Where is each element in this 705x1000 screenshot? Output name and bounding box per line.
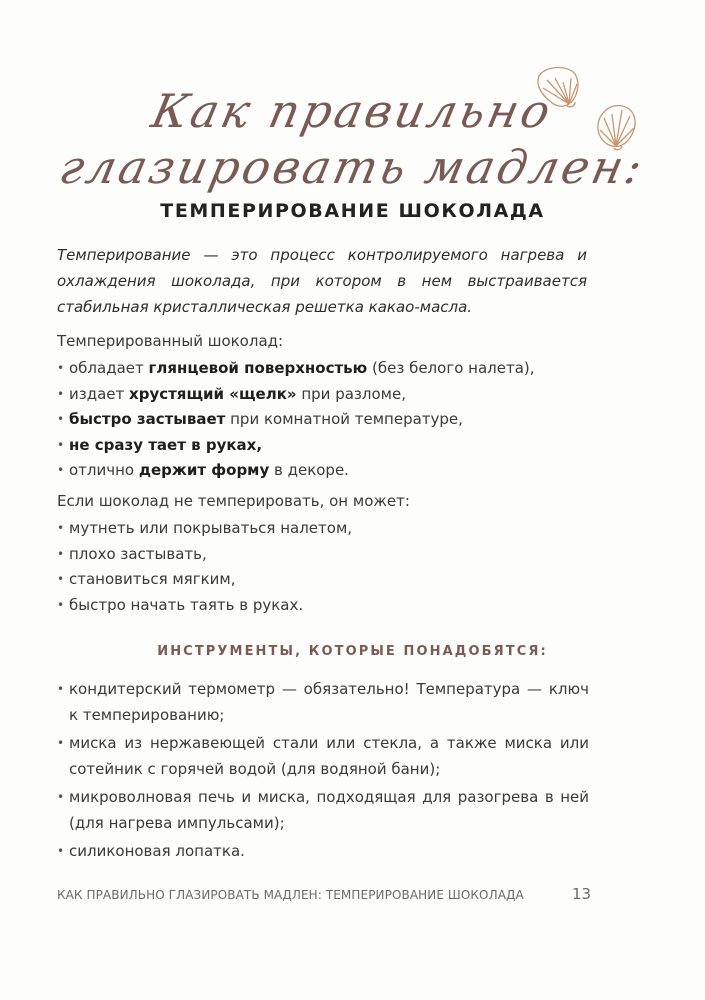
list-item: • кондитерский термометр — обязательно! Температура — ключ к темперированию; [57, 676, 589, 728]
page-title-line-1: Как правильно [147, 84, 558, 138]
list-item: • быстро начать таять в руках. [57, 593, 589, 619]
page-subtitle: ТЕМПЕРИРОВАНИЕ ШОКОЛАДА [160, 200, 545, 222]
running-footer: КАК ПРАВИЛЬНО ГЛАЗИРОВАТЬ МАДЛЕН: ТЕМПЕРИРОВАНИЕ ШОКОЛАДА [57, 888, 524, 902]
list-item: • не сразу тает в руках, [57, 433, 589, 459]
list-item: • отлично держит форму в декоре. [57, 458, 589, 484]
untempered-risks-list [57, 516, 589, 618]
intro-paragraph: Темперирование — это процесс контролируемого нагрева и охлаждения шоколада, при котором в нем выстраивается стабильная кристаллическая решетка какао-масла. [57, 246, 587, 316]
tools-heading: ИНСТРУМЕНТЫ, КОТОРЫЕ ПОНАДОБЯТСЯ: [157, 644, 548, 659]
list-item: • становиться мягким, [57, 567, 589, 593]
page-number: 13 [572, 885, 592, 903]
list-item: • микроволновая печь и миска, подходящая для разогрева в ней (для нагрева импульсами); [57, 784, 589, 836]
tempered-lead: Темперированный шоколад: [57, 332, 284, 350]
page-title-line-2: глазировать мадлен: [55, 140, 650, 194]
list-item: • издает хрустящий «щелк» при разломе, [57, 382, 589, 408]
list-item: • миска из нержавеющей стали или стекла, а также миска или сотейник с горячей водой (для водяной бани); [57, 730, 589, 782]
list-item: • силиконовая лопатка. [57, 838, 589, 864]
list-item: • плохо застывать, [57, 542, 589, 568]
list-item: • обладает глянцевой поверхностью (без белого налета), [57, 356, 589, 382]
tools-list [57, 676, 589, 866]
tempered-properties-list [57, 356, 589, 484]
untempered-lead: Если шоколад не темперировать, он может: [57, 492, 410, 510]
list-item: • мутнеть или покрываться налетом, [57, 516, 589, 542]
list-item: • быстро застывает при комнатной температуре, [57, 407, 589, 433]
